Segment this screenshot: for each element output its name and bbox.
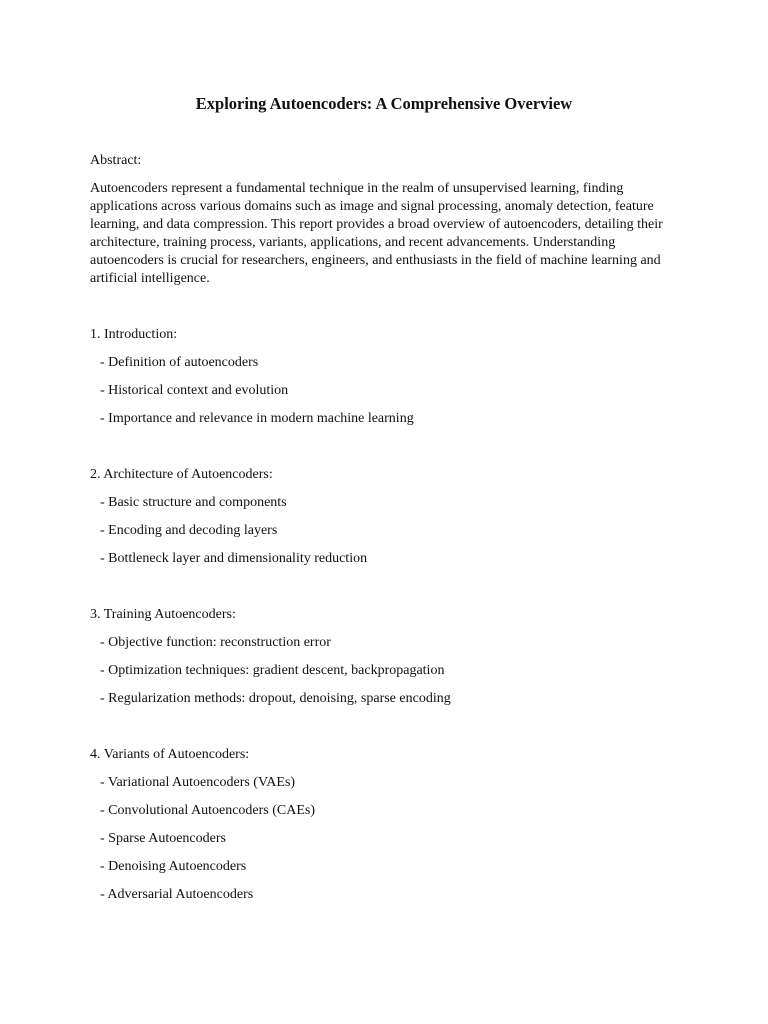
section-heading: 1. Introduction: [90, 327, 178, 342]
list-item: - Regularization methods: dropout, denoising, sparse encoding [100, 691, 451, 706]
list-item: - Importance and relevance in modern machine learning [100, 411, 414, 426]
section-heading: 2. Architecture of Autoencoders: [90, 467, 273, 482]
abstract-label: Abstract: [90, 153, 142, 168]
abstract-text: Autoencoders represent a fundamental technique in the realm of unsupervised learning, finding applications across various domains such as image and signal processing, anomaly detection, feature learning, and data compression. This report provides a broad overview of autoencoders, detailing their architecture, training process, variants, applications, and recent advancements. Understanding autoencoders is crucial for researchers, engineers, and enthusiasts in the field of machine learning and artificial intelligence. [90, 181, 663, 286]
section-introduction [90, 326, 690, 438]
list-item: - Optimization techniques: gradient descent, backpropagation [100, 663, 445, 678]
list-item: - Bottleneck layer and dimensionality reduction [100, 551, 368, 566]
list-item: - Definition of autoencoders [100, 355, 259, 370]
section-training [90, 606, 690, 718]
list-item: - Denoising Autoencoders [100, 859, 247, 874]
section-heading: 4. Variants of Autoencoders: [90, 747, 250, 762]
section-heading: 3. Training Autoencoders: [90, 607, 236, 622]
list-item: - Sparse Autoencoders [100, 831, 226, 846]
list-item: - Objective function: reconstruction error [100, 635, 331, 650]
document-title: Exploring Autoencoders: A Comprehensive Overview [195, 94, 573, 113]
section-architecture [90, 466, 690, 578]
list-item: - Convolutional Autoencoders (CAEs) [100, 803, 316, 818]
list-item: - Variational Autoencoders (VAEs) [100, 775, 296, 790]
list-item: - Adversarial Autoencoders [100, 887, 254, 902]
list-item: - Basic structure and components [100, 495, 287, 510]
section-variants [90, 746, 690, 914]
list-item: - Historical context and evolution [100, 383, 289, 398]
list-item: - Encoding and decoding layers [100, 523, 278, 538]
